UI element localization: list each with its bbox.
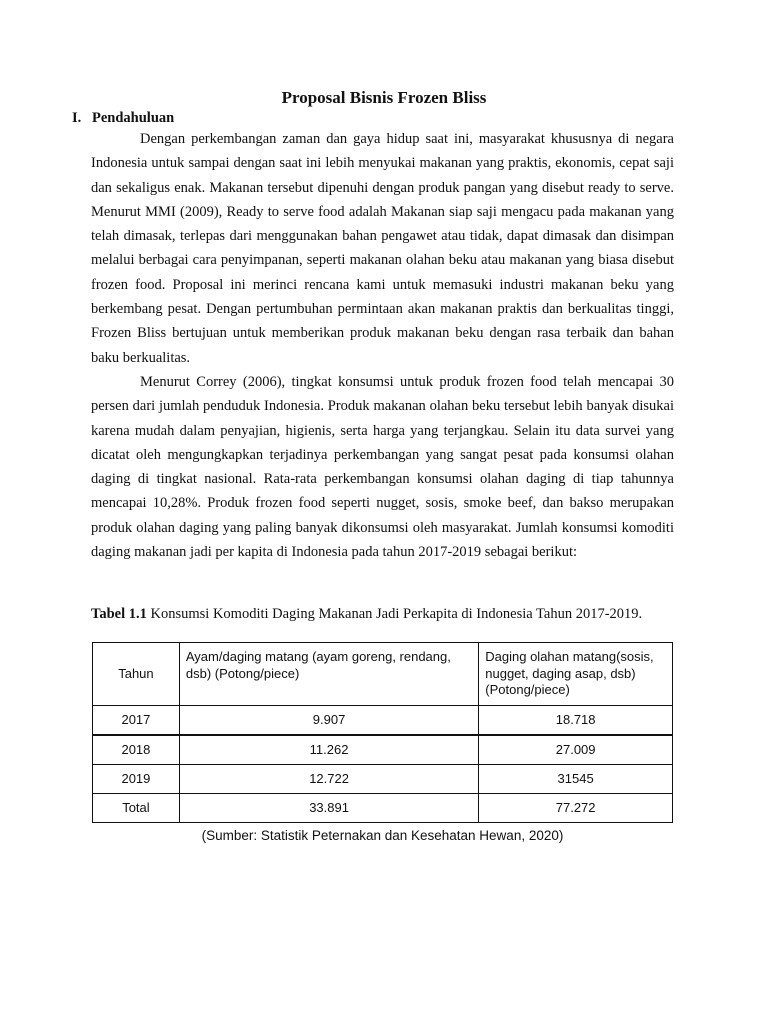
cell-processed: 18.718	[479, 705, 673, 735]
body-text	[91, 127, 674, 564]
cell-year: 2019	[93, 764, 180, 793]
cell-chicken: 11.262	[179, 735, 478, 765]
table-caption	[91, 606, 674, 623]
cell-processed: 77.272	[479, 793, 673, 822]
cell-chicken: 12.722	[179, 764, 478, 793]
consumption-table	[92, 642, 673, 823]
section-number: I.	[72, 110, 82, 126]
document-title: Proposal Bisnis Frozen Bliss	[281, 88, 487, 107]
table-caption-text: Konsumsi Komoditi Daging Makanan Jadi Perkapita di Indonesia Tahun 2017-2019.	[146, 606, 643, 622]
table-row	[93, 735, 673, 765]
paragraph-1: Dengan perkembangan zaman dan gaya hidup saat ini, masyarakat khususnya di negara Indonesia untuk sampai dengan saat ini lebih menyukai makanan yang praktis, ekonomis, cepat saji dan sekaligus enak. Makanan tersebut dipenuhi dengan produk pangan yang disebut ready to serve. Menurut MMI (2009), Ready to serve food adalah Makanan siap saji mengacu pada makanan yang telah dimasak, terlepas dari menggunakan bahan pengawet atau tidak, dapat dimasak dan disimpan melalui berbagai cara penyimpanan, seperti makanan olahan beku atau makanan yang biasa disebut frozen food. Proposal ini merinci rencana kami untuk memasuki industri makanan beku yang berkembang pesat. Dengan pertumbuhan permintaan akan makanan praktis dan berkualitas tinggi, Frozen Bliss bertujuan untuk memberikan produk makanan beku dengan rasa terbaik dan bahan baku berkualitas.	[91, 131, 674, 366]
table-header-row	[93, 643, 673, 706]
table-caption-label: Tabel 1.1	[91, 606, 147, 622]
cell-processed: 27.009	[479, 735, 673, 765]
cell-processed: 31545	[479, 764, 673, 793]
header-processed: Daging olahan matang(sosis, nugget, daging asap, dsb) (Potong/piece)	[479, 643, 673, 706]
table-row	[93, 705, 673, 735]
table-row	[93, 764, 673, 793]
section-title: Pendahuluan	[92, 110, 175, 126]
cell-year: 2018	[93, 735, 180, 765]
cell-chicken: 33.891	[179, 793, 478, 822]
table-row-total	[93, 793, 673, 822]
paragraph-2: Menurut Correy (2006), tingkat konsumsi untuk produk frozen food telah mencapai 30 persen dari jumlah penduduk Indonesia. Produk makanan olahan beku tersebut lebih banyak disukai karena mudah dalam penyajian, higienis, serta harga yang terjangkau. Selain itu data survei yang dicatat oleh mengungkapkan terjadinya perkembangan yang sangat pesat pada konsumsi olahan daging di tingkat nasional. Rata-rata perkembangan konsumsi olahan daging di tiap tahunnya mencapai 10,28%. Produk frozen food seperti nugget, sosis, smoke beef, dan bakso merupakan produk olahan daging yang paling banyak dikonsumsi oleh masyarakat. Jumlah konsumsi komoditi daging makanan jadi per kapita di Indonesia pada tahun 2017-2019 sebagai berikut:	[91, 373, 674, 561]
section-heading	[72, 109, 174, 127]
cell-year: Total	[93, 793, 180, 822]
cell-chicken: 9.907	[179, 705, 478, 735]
table-source: (Sumber: Statistik Peternakan dan Kesehatan Hewan, 2020)	[201, 828, 564, 843]
header-chicken: Ayam/daging matang (ayam goreng, rendang, dsb) (Potong/piece)	[179, 643, 478, 706]
header-year: Tahun	[93, 643, 180, 706]
cell-year: 2017	[93, 705, 180, 735]
